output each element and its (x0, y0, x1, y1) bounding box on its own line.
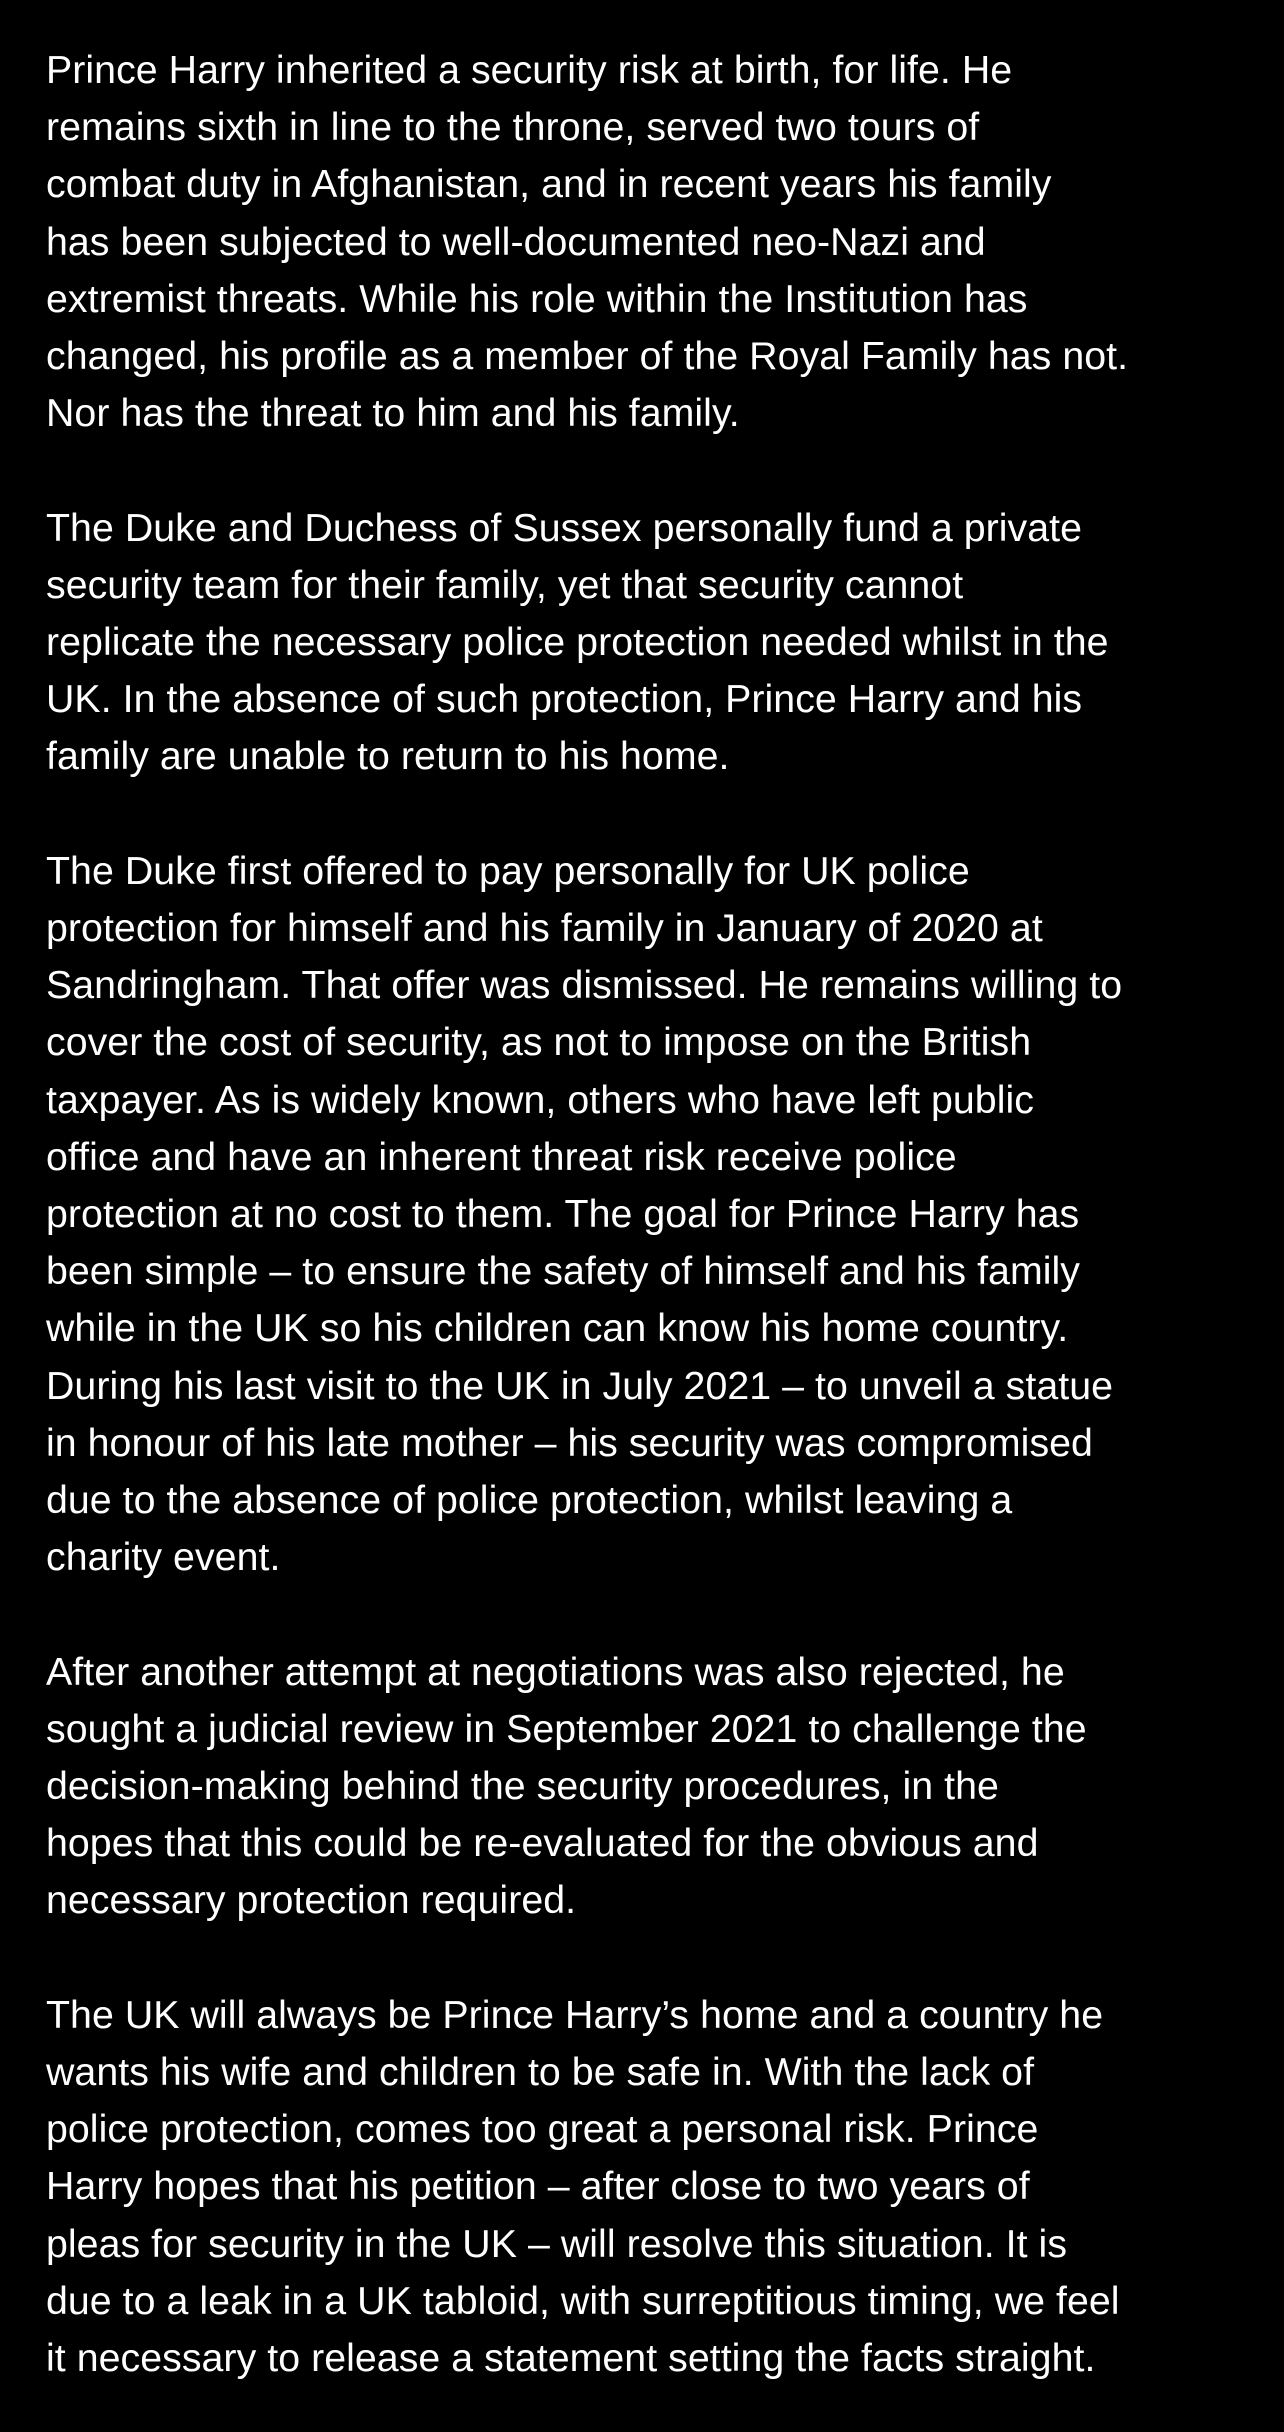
paragraph-judicial-review: After another attempt at negotiations was also rejected, he sought a judicial review in September 2021 to challenge the decision-making behind the security procedures, in the hopes that this could be re-evaluated for the obvious and necessary protection required. (46, 1649, 1087, 1923)
paragraph-uk-home: The UK will always be Prince Harry’s home and a country he wants his wife and children to be safe in. With the lack of police protection, comes too great a personal risk. Prince Harry hopes that his petition – after close to two years of pleas for security in the UK – will resolve this situation. It is due to a leak in a UK tabloid, with surreptitious timing, we feel it necessary to release a statement setting the facts straight. (46, 1992, 1120, 2381)
statement-body (46, 42, 1261, 2387)
paragraph-security-risk: Prince Harry inherited a security risk at birth, for life. He remains sixth in line to the throne, served two tours of combat duty in Afghanistan, and in recent years his family has been subjected to well-documented neo-Nazi and extremist threats. While his role within the Institution has changed, his profile as a member of the Royal Family has not. Nor has the threat to him and his family. (46, 48, 1129, 436)
paragraph-private-security: The Duke and Duchess of Sussex personally fund a private security team for their family, yet that security cannot replicate the necessary police protection needed whilst in the UK. In the absence of such protection, Prince Harry and his family are unable to return to his home. (46, 505, 1109, 779)
paragraph-offer-to-pay: The Duke first offered to pay personally for UK police protection for himself and his family in January of 2020 at Sandringham. That offer was dismissed. He remains willing to cover the cost of security, as not to impose on the British taxpayer. As is widely known, others who have left public office and have an inherent threat risk receive police protection at no cost to them. The goal for Prince Harry has been simple – to ensure the safety of himself and his family while in the UK so his children can know his home country. During his last visit to the UK in July 2021 – to unveil a statue in honour of his late mother – his security was compromised due to the absence of police protection, whilst leaving a charity event. (46, 848, 1123, 1580)
